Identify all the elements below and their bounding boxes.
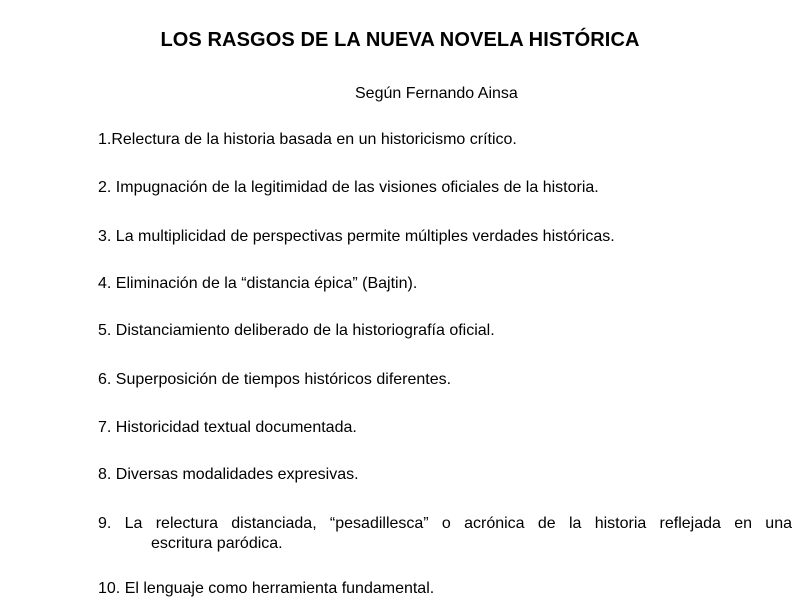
- list-item-4: 4. Eliminación de la “distancia épica” (Bajtin).: [98, 275, 418, 292]
- list-item-7: 7. Historicidad textual documentada.: [98, 419, 357, 436]
- list-item-6: 6. Superposición de tiempos históricos diferentes.: [98, 371, 452, 388]
- document-title: LOS RASGOS DE LA NUEVA NOVELA HISTÓRICA: [160, 29, 640, 51]
- list-item-9-line-1: 9. La relectura distanciada, “pesadillesca” o acrónica de la historia reflejada en una: [98, 515, 792, 532]
- list-item-9-line-2: escritura paródica.: [151, 535, 283, 552]
- list-item-10: 10. El lenguaje como herramienta fundamental.: [98, 580, 435, 597]
- list-item-2: 2. Impugnación de la legitimidad de las visiones oficiales de la historia.: [98, 179, 599, 196]
- list-item-8: 8. Diversas modalidades expresivas.: [98, 466, 359, 483]
- document-subtitle: Según Fernando Ainsa: [355, 85, 518, 102]
- list-item-1: 1.Relectura de la historia basada en un historicismo crítico.: [98, 131, 517, 148]
- list-item-3: 3. La multiplicidad de perspectivas permite múltiples verdades históricas.: [98, 228, 615, 245]
- list-item-9: [98, 514, 792, 554]
- list-item-5: 5. Distanciamiento deliberado de la historiografía oficial.: [98, 322, 495, 339]
